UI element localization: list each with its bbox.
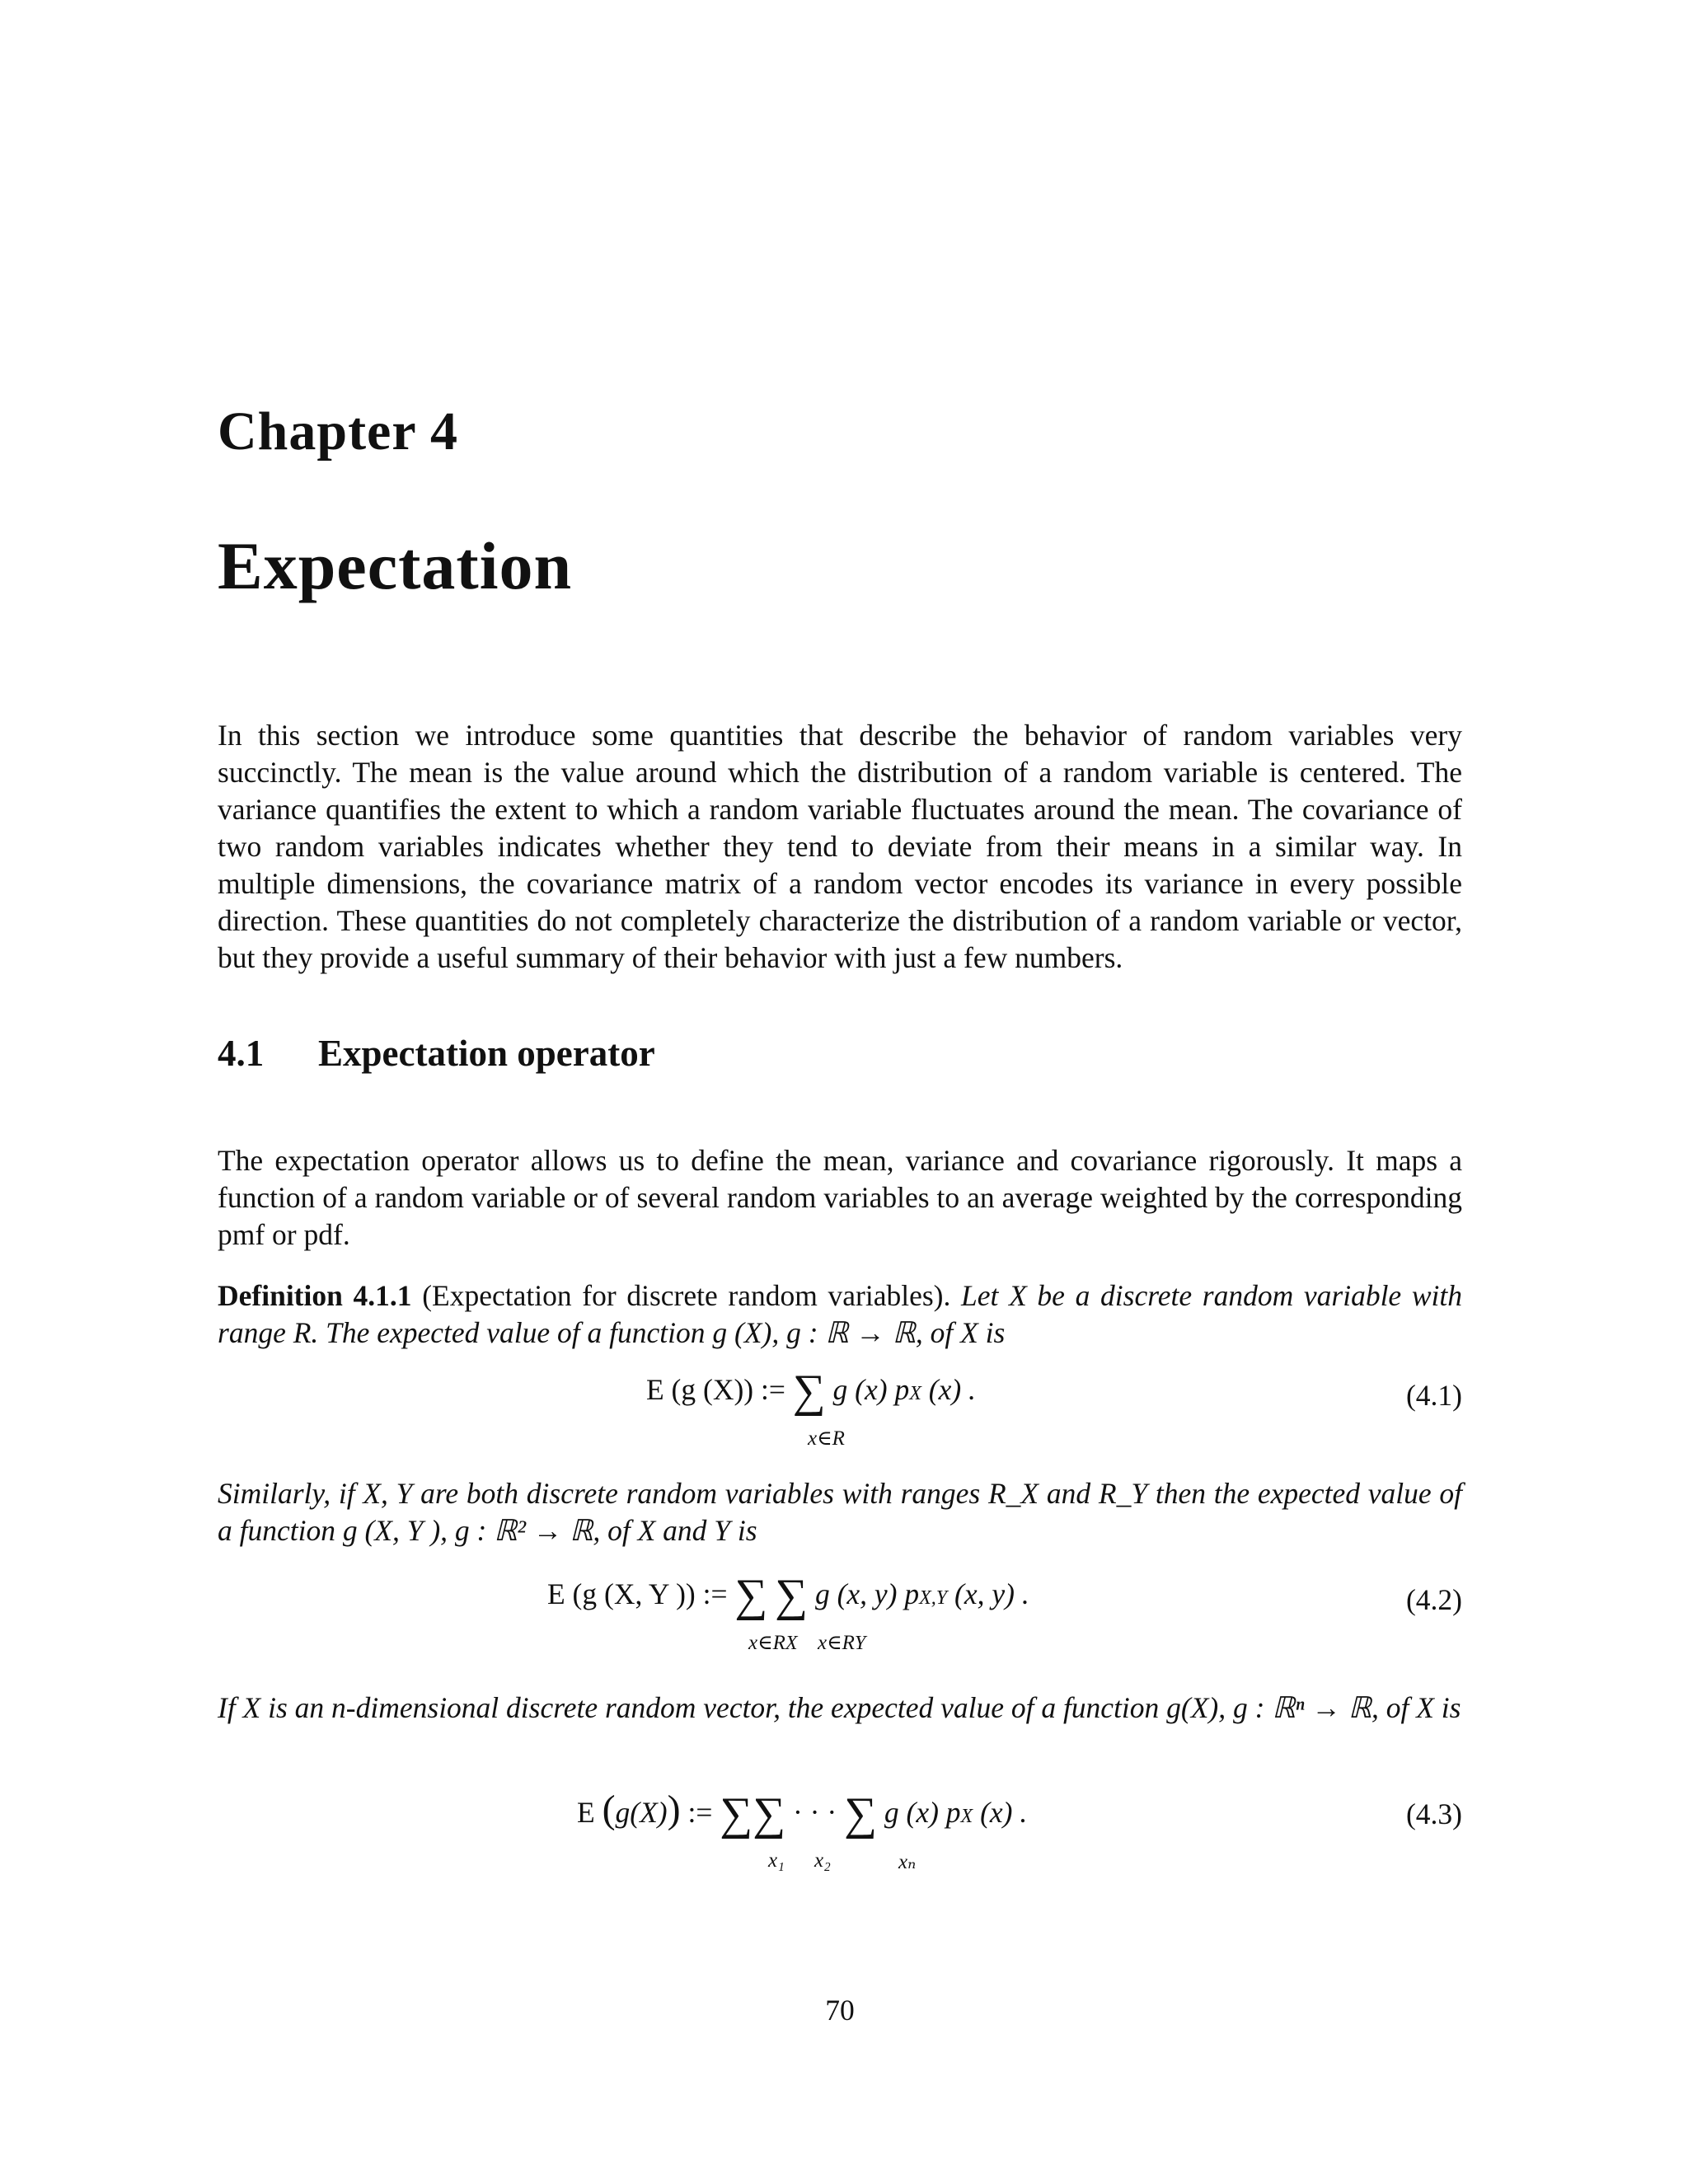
eq3-rhs-tail: (x) .: [980, 1796, 1028, 1829]
definition-block: [218, 1277, 1462, 1352]
eq1-rhs-tail: (x) .: [928, 1373, 976, 1406]
eq3-arg: g(X): [615, 1796, 668, 1829]
section-title: Expectation operator: [318, 1033, 655, 1074]
page-number: 70: [825, 1994, 855, 2027]
eq1-rhs-sub: X: [909, 1383, 921, 1404]
section-paragraph: The expectation operator allows us to define the mean, variance and covariance rigorously. It maps a function of a random variable or of several random variables to an average weighted by the corresponding pmf or pdf.: [218, 1144, 1462, 1251]
section-number: 4.1: [218, 1033, 265, 1074]
eq2-lhs: E (g (X, Y )) :=: [547, 1577, 728, 1610]
eq2-number: (4.2): [1405, 1583, 1462, 1616]
intro-paragraph: In this section we introduce some quantities that describe the behavior of random variables very succinctly. The mean is the value around which the distribution of a random variable is centered. The variance quantifies the extent to which a random variable fluctuates around the mean. The covariance of two random variables indicates whether they tend to deviate from their means in a similar way. In multiple dimensions, the covariance matrix of a random vector encodes its variance in every possible direction. These quantities do not completely characterize the distribution of a random variable or vector, but they provide a useful summary of their behavior with just a few numbers.: [218, 719, 1462, 974]
chapter-title: Expectation: [218, 528, 573, 603]
eq3-rhs: g (x) p: [884, 1796, 961, 1829]
eq1-lhs: E (g (X)) :=: [646, 1373, 785, 1406]
sum-symbol: ∑: [734, 1570, 768, 1621]
eq1-sum-sub: x∈R: [808, 1427, 845, 1450]
eq3-assign: :=: [687, 1796, 713, 1829]
definition-label: Definition 4.1.1: [218, 1279, 412, 1312]
eq2-rhs: g (x, y) p: [814, 1577, 920, 1610]
eq2-sum-sub-2: x∈RY: [818, 1632, 866, 1654]
eq3-dots: · · ·: [792, 1796, 837, 1829]
eq1-rhs: g (x) p: [832, 1373, 910, 1406]
eq3-sum-sub-n: xₙ: [898, 1851, 917, 1873]
eq3-sum-sub-1: x₁: [768, 1849, 785, 1872]
section-heading: [218, 1032, 655, 1075]
eq3-number: (4.3): [1405, 1797, 1462, 1830]
eq3-sum-sub-2: x₂: [814, 1849, 831, 1872]
definition-note: (Expectation for discrete random variables).: [422, 1279, 951, 1312]
sum-symbol: ∑: [844, 1788, 877, 1840]
chapter-label: Chapter 4: [218, 401, 458, 462]
sum-symbol: ∑: [792, 1366, 826, 1417]
eq2-rhs-tail: (x, y) .: [954, 1577, 1029, 1610]
vector-paragraph: If X is an n-dimensional discrete random vector, the expected value of a function g(X), g : ℝⁿ → ℝ, of X is: [218, 1691, 1461, 1724]
eq3-e: E: [577, 1796, 595, 1829]
equation-4-3: E (g(X)) := ∑∑ · · · ∑ g (x) pX (x) . x₁ x₂ xₙ (4.3): [577, 1788, 1462, 1873]
sum-symbol: ∑: [753, 1788, 786, 1840]
eq1-number: (4.1): [1405, 1379, 1462, 1412]
equation-4-2: [218, 1572, 1462, 1671]
sum-symbol: ∑: [775, 1570, 809, 1621]
sum-symbol: ∑: [720, 1788, 753, 1840]
eq2-sum-sub-1: x∈RX: [748, 1632, 798, 1654]
definition-text: Let X be a discrete random variable with range R. The expected value of a function g (X), g : ℝ → ℝ, of X is: [218, 1279, 1463, 1349]
eq2-rhs-sub: X,Y: [919, 1587, 948, 1609]
similarly-paragraph: Similarly, if X, Y are both discrete random variables with ranges R_X and R_Y then the expected value of a function g (X, Y ), g : ℝ² → ℝ, of X and Y is: [218, 1477, 1462, 1547]
equation-4-1: [218, 1368, 1462, 1467]
